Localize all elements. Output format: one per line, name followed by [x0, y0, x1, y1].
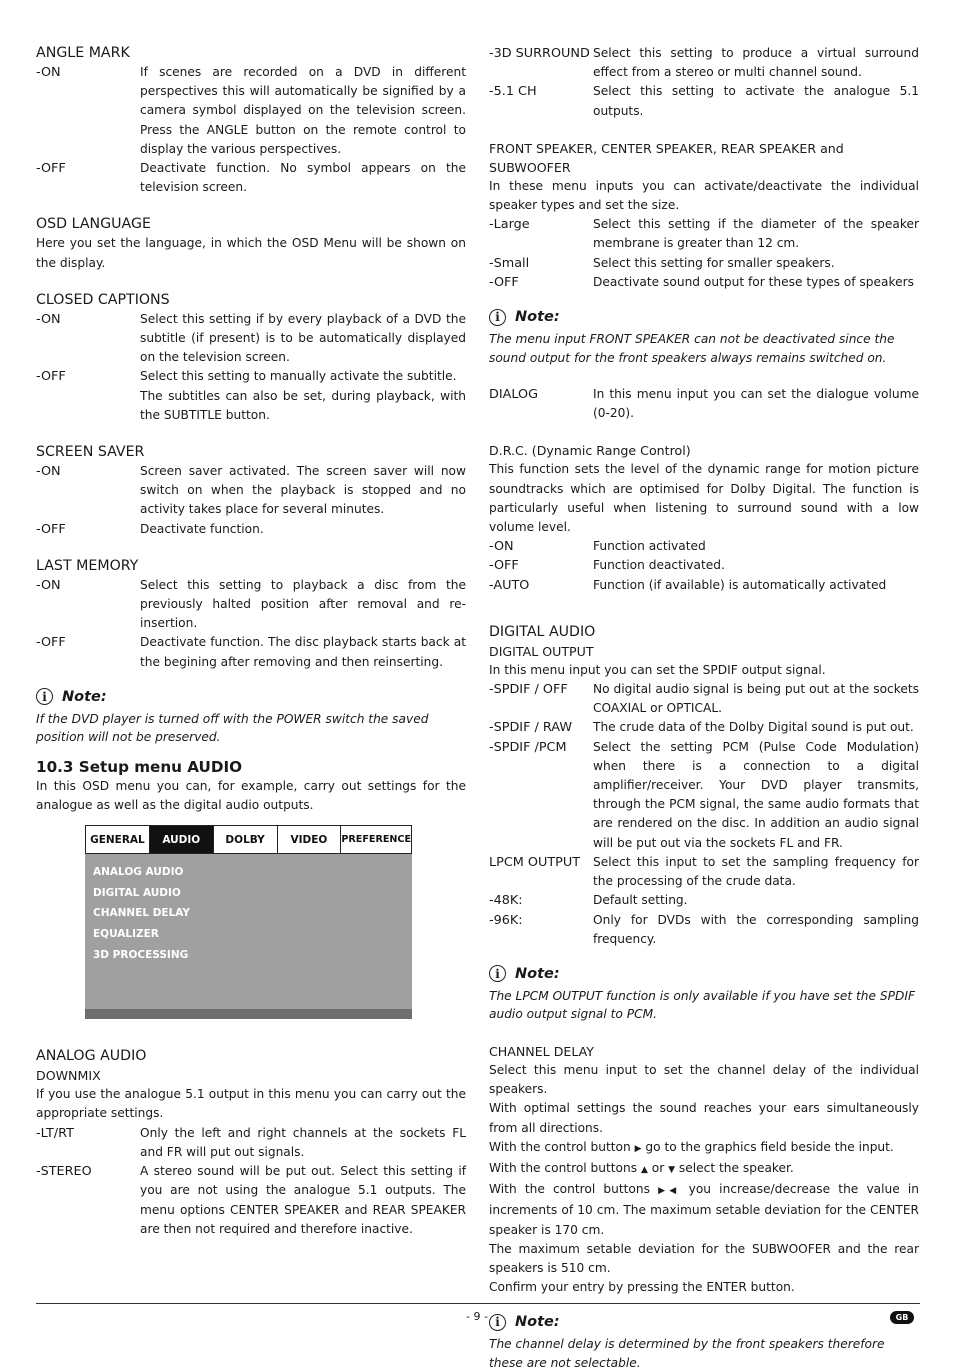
text-fragment: you increase/decrease the value in increments of 10 cm. The maximum setable deviation for the CENTER speaker is 170 cm.	[489, 1182, 920, 1237]
definition-row	[36, 520, 466, 539]
note-text: The menu input FRONT SPEAKER can not be deactivated since the sound output for the front speakers always remains switched on.	[489, 332, 895, 365]
definition-row	[36, 63, 466, 159]
term: -3D SURROUND	[489, 46, 590, 61]
info-icon: i	[489, 309, 506, 326]
term: -ON	[489, 539, 514, 555]
paragraph: This function sets the level of the dynamic range for motion picture soundtracks which are optimised for Dolby Digital. The function is particularly useful when listening to surround sound with a low volume level.	[489, 462, 919, 535]
language-badge: GB	[890, 1311, 914, 1324]
arrow-down-icon: ▼	[668, 1164, 676, 1175]
definition-row	[489, 738, 919, 853]
page-number: - 9 -	[466, 1310, 488, 1323]
note-label: Note:	[515, 309, 560, 326]
osd-language-heading: OSD LANGUAGE	[36, 216, 151, 233]
info-icon: i	[489, 1314, 506, 1331]
term: -Large	[489, 217, 530, 233]
term: -ON	[36, 311, 61, 327]
channel-delay-heading: CHANNEL DELAY	[489, 1043, 594, 1059]
definition-row	[489, 891, 919, 910]
definition-row	[489, 273, 919, 292]
tab-dolby: DOLBY	[214, 826, 278, 853]
description: Select this setting to produce a virtual surround effect from a stereo or multi channel sound.	[593, 46, 919, 80]
osd-menu-body	[85, 854, 412, 1009]
definition-row	[489, 254, 919, 273]
downmix-subheading: DOWNMIX	[36, 1068, 101, 1084]
description: Function (if available) is automatically activated	[593, 577, 887, 592]
description: Select the setting PCM (Pulse Code Modulation) when there is a connection to a digital amplifier/receiver. Your DVD player transmits, through the PCM signal, the same audio formats that are rendered on the disc. In addition an audio signal will be put out via the sockets FL and FR.	[593, 739, 919, 850]
term: -STEREO	[36, 1164, 92, 1180]
description: Deactivate function.	[140, 521, 264, 536]
left-column	[36, 44, 466, 1239]
description: Select this setting for smaller speakers.	[593, 255, 835, 270]
note-header	[489, 306, 919, 328]
right-column	[489, 44, 919, 1372]
definition-row	[489, 556, 919, 575]
description: A stereo sound will be put out. Select this setting if you are not using the analogue 5.1 outputs. The menu options CENTER SPEAKER and REAR SPEAKER are then not required and therefore inactive.	[140, 1164, 466, 1236]
text-fragment: With the control button	[489, 1139, 631, 1154]
tab-preference: PREFERENCE	[341, 834, 412, 846]
description: Select this input to set the sampling frequency for the processing of the crude data.	[593, 854, 919, 889]
description: Deactivate function. No symbol appears on the television screen.	[140, 161, 466, 195]
description: Default setting.	[593, 893, 688, 908]
text-fragment: or	[651, 1160, 665, 1175]
tab-audio: AUDIO	[150, 826, 214, 853]
description: Only for DVDs with the corresponding sampling frequency.	[593, 912, 919, 946]
definition-row	[489, 718, 919, 737]
paragraph: If you use the analogue 5.1 output in this menu you can carry out the appropriate settings.	[36, 1087, 466, 1121]
text-fragment: select the speaker.	[678, 1160, 794, 1175]
tab-video: VIDEO	[278, 826, 342, 853]
digital-audio-heading: DIGITAL AUDIO	[489, 623, 596, 640]
term: -96K:	[489, 912, 523, 928]
paragraph: Select this menu input to set the channel delay of the individual speakers.	[489, 1062, 919, 1097]
description: Screen saver activated. The screen saver will now switch on when the playback is stopped and no activity takes place for several minutes.	[140, 464, 466, 517]
definition-row	[489, 680, 919, 718]
arrow-left-icon: ◀	[669, 1186, 681, 1197]
tab-general: GENERAL	[86, 826, 150, 853]
term: -48K:	[489, 893, 523, 909]
paragraph: Here you set the language, in which the OSD Menu will be shown on the display.	[36, 236, 466, 270]
term: -SPDIF / RAW	[489, 720, 572, 736]
osd-menu-screenshot	[85, 825, 412, 1019]
definition-row	[36, 576, 466, 634]
osd-item-analog-audio: ANALOG AUDIO	[93, 866, 184, 879]
term: -OFF	[36, 161, 66, 177]
note-header	[36, 686, 466, 708]
term: -OFF	[489, 558, 519, 574]
term: -OFF	[489, 274, 519, 290]
description: Deactivate function. The disc playback starts back at the begining after removing and then reinserting.	[140, 635, 466, 669]
setup-audio-heading: 10.3 Setup menu AUDIO	[36, 757, 243, 776]
osd-tab-bar	[85, 825, 412, 854]
osd-item-3d-processing: 3D PROCESSING	[93, 948, 189, 961]
term: -SPDIF /PCM	[489, 739, 567, 755]
definition-row	[489, 44, 919, 82]
definition-row	[36, 367, 466, 425]
description: Select this setting if by every playback of a DVD the subtitle (if present) is to be automatically displayed on the television screen.	[140, 311, 466, 365]
term: LPCM OUTPUT	[489, 854, 581, 870]
speakers-heading: FRONT SPEAKER, CENTER SPEAKER, REAR SPEAKER and SUBWOOFER	[489, 140, 844, 175]
text-fragment: With the control buttons	[489, 1160, 638, 1175]
note-text: The LPCM OUTPUT function is only available if you have set the SPDIF audio output signal to PCM.	[489, 988, 915, 1022]
term: -Small	[489, 255, 530, 271]
term: -ON	[36, 577, 61, 593]
osd-menu-footer	[85, 1009, 412, 1019]
note-label: Note:	[62, 688, 107, 705]
paragraph: In this OSD menu you can, for example, carry out settings for the analogue as well as the digital audio outputs.	[36, 778, 466, 813]
description: Select this setting if the diameter of the speaker membrane is greater than 12 cm.	[593, 217, 919, 251]
definition-row	[489, 82, 919, 120]
text-fragment: go to the graphics field beside the input.	[645, 1139, 894, 1154]
footer-divider	[36, 1303, 920, 1304]
definition-row	[36, 633, 466, 671]
definition-row	[489, 853, 919, 891]
description: In this menu input you can set the dialogue volume (0-20).	[593, 387, 919, 421]
paragraph	[489, 1159, 919, 1180]
note-text: If the DVD player is turned off with the POWER switch the saved position will not be preserved.	[36, 711, 429, 745]
term: -OFF	[36, 369, 66, 385]
description: The crude data of the Dolby Digital sound is put out.	[593, 720, 914, 735]
note-label: Note:	[515, 965, 560, 982]
screen-saver-heading: SCREEN SAVER	[36, 444, 145, 461]
arrow-right-icon: ▶	[634, 1143, 642, 1154]
paragraph	[489, 1138, 919, 1159]
term: DIALOG	[489, 387, 539, 403]
paragraph: In these menu inputs you can activate/deactivate the individual speaker types and set the size.	[489, 178, 919, 213]
paragraph	[489, 1180, 919, 1240]
description: Select this setting to playback a disc from the previously halted position after removal and re-insertion.	[140, 577, 466, 631]
info-icon: i	[489, 965, 506, 982]
term: -SPDIF / OFF	[489, 682, 568, 698]
note-label: Note:	[515, 1314, 560, 1331]
drc-heading: D.R.C. (Dynamic Range Control)	[489, 443, 691, 459]
term: -OFF	[36, 521, 66, 537]
description: Select this setting to activate the analogue 5.1 outputs.	[593, 84, 919, 118]
paragraph: In this menu input you can set the SPDIF output signal.	[489, 662, 826, 677]
description	[140, 367, 466, 425]
note-text: The channel delay is determined by the front speakers therefore these are not selectable.	[489, 1337, 885, 1370]
definition-row	[36, 462, 466, 520]
osd-item-digital-audio: DIGITAL AUDIO	[93, 886, 181, 899]
definition-row	[489, 576, 919, 595]
paragraph: Confirm your entry by pressing the ENTER button.	[489, 1280, 795, 1295]
definition-row	[36, 1124, 466, 1162]
closed-captions-heading: CLOSED CAPTIONS	[36, 291, 170, 308]
definition-row	[36, 310, 466, 368]
arrow-right-icon: ▶	[658, 1186, 670, 1197]
term: -ON	[36, 464, 61, 480]
arrow-up-icon: ▲	[640, 1164, 648, 1175]
definition-row	[489, 911, 919, 949]
osd-item-equalizer: EQUALIZER	[93, 928, 159, 941]
note-header	[489, 963, 919, 985]
paragraph: The maximum setable deviation for the SUBWOOFER and the rear speakers is 510 cm.	[489, 1241, 919, 1275]
definition-row	[489, 537, 919, 556]
description: Function deactivated.	[593, 558, 725, 573]
definition-row	[489, 385, 919, 423]
paragraph: With optimal settings the sound reaches your ears simultaneously from all directions.	[489, 1101, 919, 1135]
angle-mark-heading: ANGLE MARK	[36, 45, 130, 61]
term: -OFF	[36, 635, 66, 651]
term: -AUTO	[489, 577, 530, 593]
description-line: The subtitles can also be set, during playback, with the SUBTITLE button.	[140, 388, 466, 422]
description: If scenes are recorded on a DVD in different perspectives this will automatically be signified by a camera symbol displayed on the television screen. Press the ANGLE button on the remote control to display the various perspectives.	[140, 65, 466, 156]
definition-row	[489, 215, 919, 253]
last-memory-heading: LAST MEMORY	[36, 557, 139, 574]
digital-output-subheading: DIGITAL OUTPUT	[489, 643, 594, 659]
info-icon: i	[36, 688, 53, 705]
definition-row	[36, 159, 466, 197]
definition-row	[36, 1162, 466, 1239]
term: -5.1 CH	[489, 84, 537, 100]
description: Function activated	[593, 539, 706, 554]
osd-item-channel-delay: CHANNEL DELAY	[93, 907, 191, 920]
term: -ON	[36, 65, 61, 80]
term: -LT/RT	[36, 1125, 74, 1141]
description: Only the left and right channels at the sockets FL and FR will put out signals.	[140, 1125, 466, 1159]
analog-audio-heading: ANALOG AUDIO	[36, 1048, 147, 1065]
description: No digital audio signal is being put out at the sockets COAXIAL or OPTICAL.	[593, 682, 919, 716]
description: Deactivate sound output for these types of speakers	[593, 274, 914, 289]
description-line: Select this setting to manually activate the subtitle.	[140, 369, 457, 384]
text-fragment: With the control buttons	[489, 1182, 650, 1197]
